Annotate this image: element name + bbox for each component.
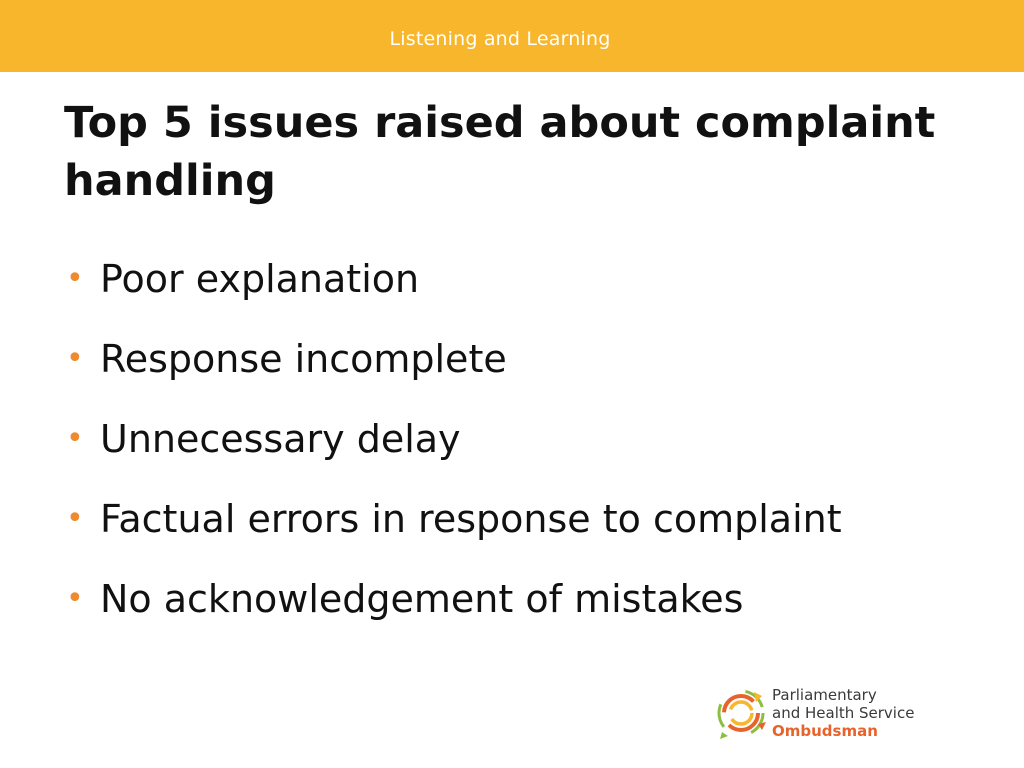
- logo-line: Ombudsman: [772, 722, 878, 740]
- ombudsman-swirl-icon: [714, 684, 772, 742]
- header-title: Listening and Learning: [389, 28, 611, 50]
- bullet-text: Unnecessary delay: [100, 417, 461, 461]
- logo-line: and Health Service: [772, 704, 915, 722]
- bullet-text: Response incomplete: [100, 337, 507, 381]
- bullet-item: [66, 330, 842, 410]
- logo-line: Parliamentary: [772, 686, 877, 704]
- bullet-dot-icon: •: [66, 421, 84, 456]
- bullet-item: [66, 250, 842, 330]
- bullet-dot-icon: •: [66, 501, 84, 536]
- bullet-text: Factual errors in response to complaint: [100, 497, 842, 541]
- header-band: [0, 0, 1024, 72]
- bullet-dot-icon: •: [66, 341, 84, 376]
- bullet-dot-icon: •: [66, 261, 84, 296]
- bullet-item: [66, 490, 842, 570]
- bullet-dot-icon: •: [66, 581, 84, 616]
- bullet-item: [66, 410, 842, 490]
- ombudsman-logo: [714, 684, 914, 744]
- bullet-text: No acknowledgement of mistakes: [100, 577, 744, 621]
- slide-title: Top 5 issues raised about complaint handling: [64, 98, 936, 206]
- bullet-item: [66, 570, 842, 650]
- bullet-text: Poor explanation: [100, 257, 420, 301]
- bullet-list: [66, 250, 842, 650]
- logo-wordmark: [772, 686, 914, 740]
